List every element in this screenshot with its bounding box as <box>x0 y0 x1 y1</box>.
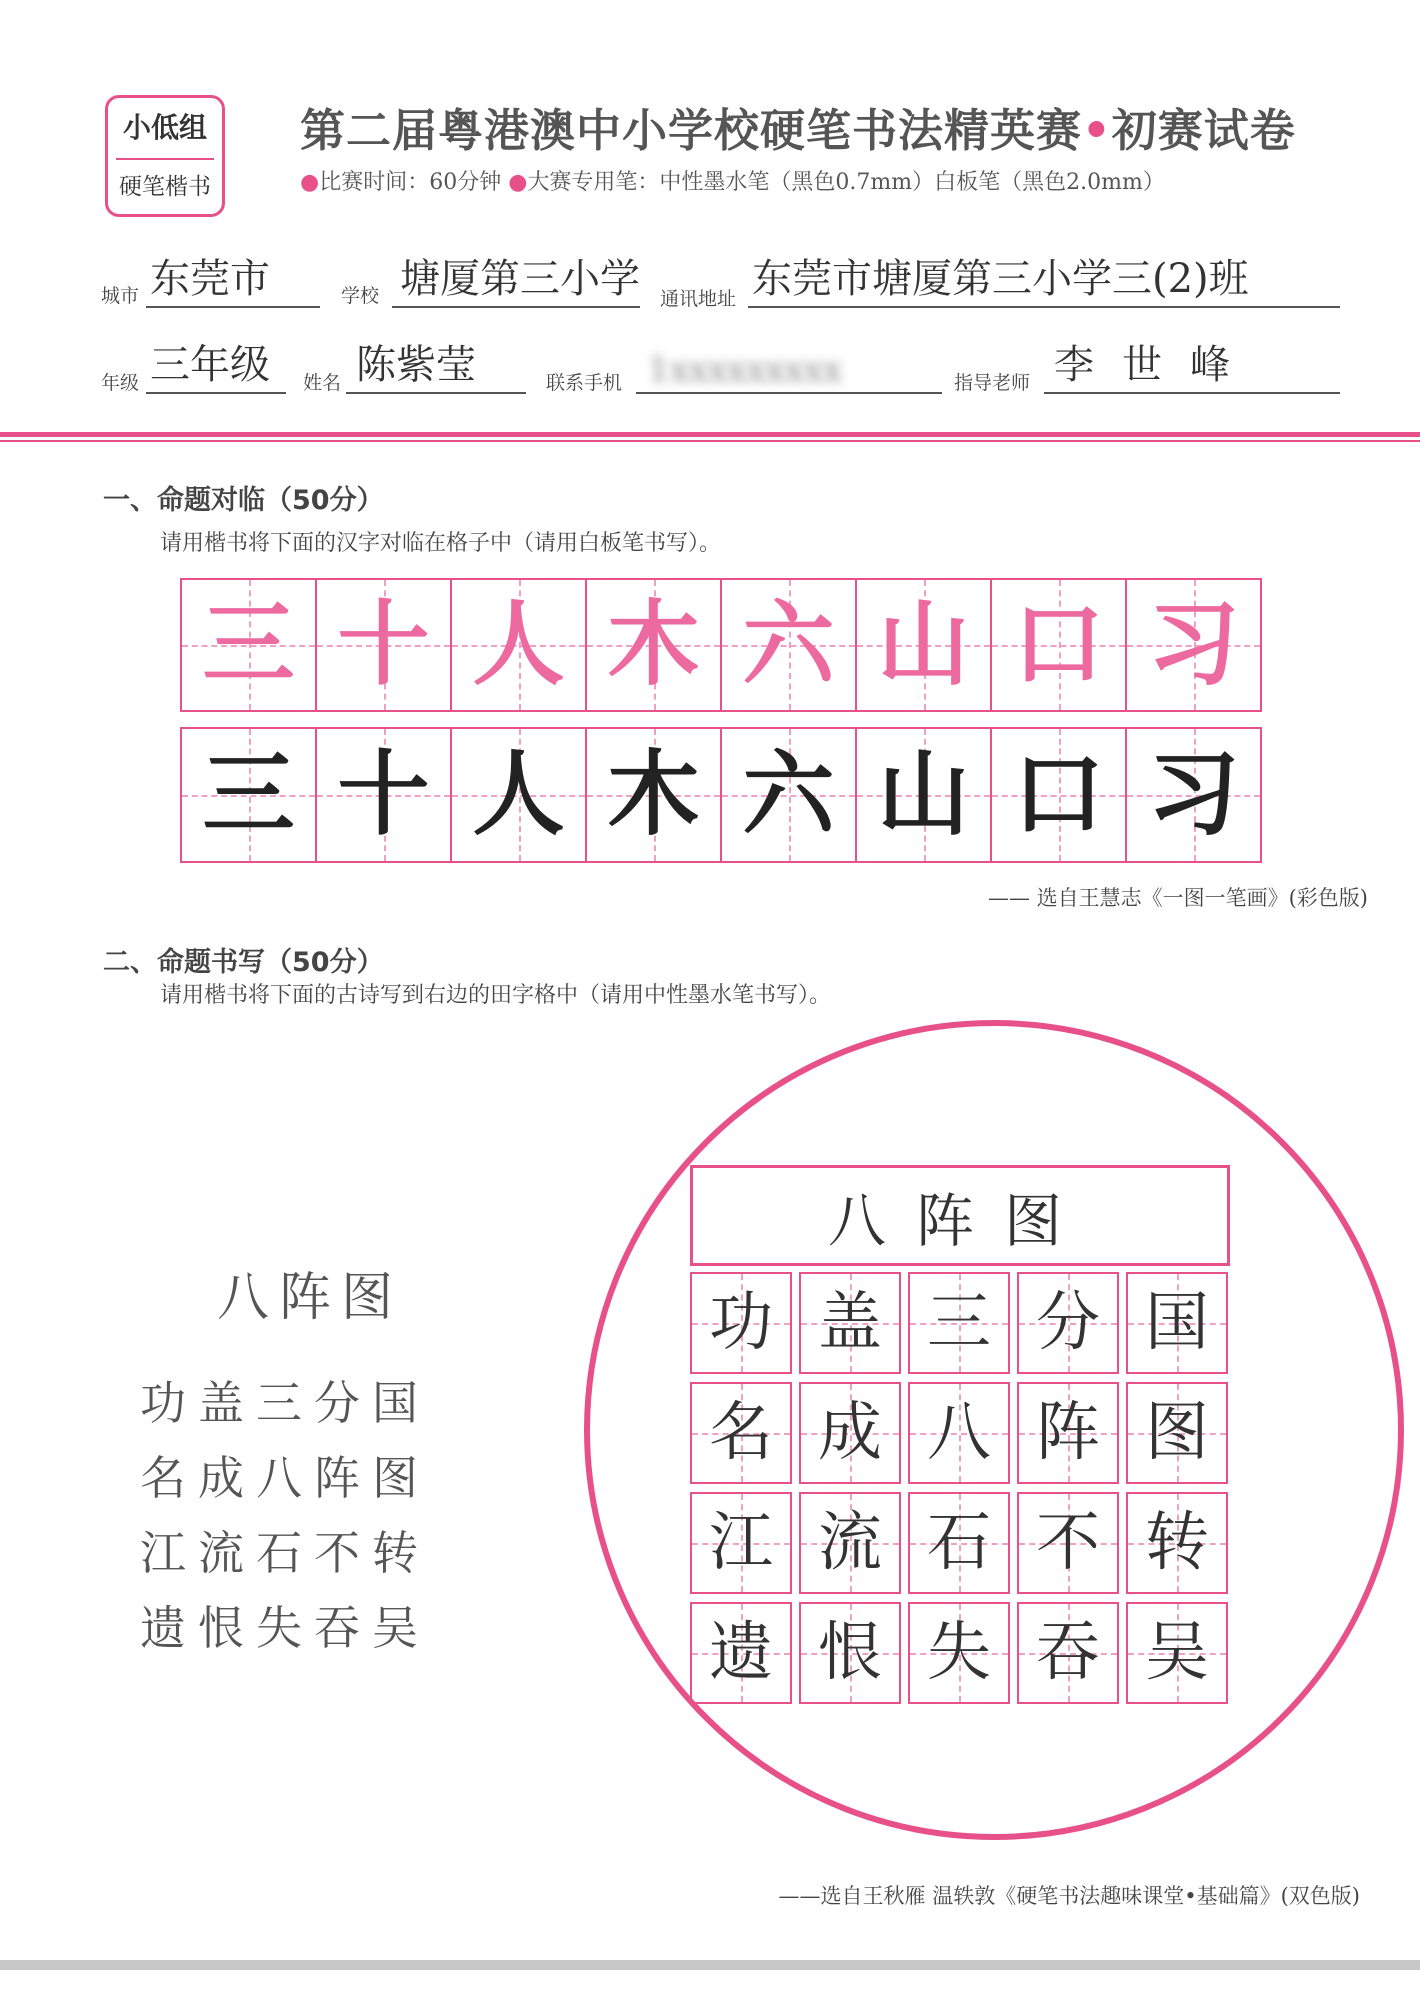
copy-cell[interactable] <box>1127 729 1260 861</box>
grid-char: 江 <box>709 1506 773 1580</box>
grid-cell[interactable] <box>908 1492 1010 1594</box>
grid-char: 分 <box>1036 1286 1100 1360</box>
badge-category: 硬笔楷书 <box>119 174 211 200</box>
model-cell <box>452 580 587 710</box>
grade-value: 三年级 <box>150 342 270 388</box>
source-poem <box>140 1255 480 1666</box>
poem-line: 功盖三分国 <box>140 1376 430 1430</box>
grid-cell[interactable] <box>1126 1382 1228 1484</box>
grade-label: 年级 <box>101 372 140 394</box>
model-cell <box>857 580 992 710</box>
model-char: 山 <box>877 591 970 698</box>
divider-line <box>0 432 1420 437</box>
grid-title: 八阵图 <box>827 1186 1092 1255</box>
grid-char: 图 <box>1145 1396 1209 1470</box>
grid-cell[interactable] <box>1017 1492 1119 1594</box>
grid-char: 盖 <box>818 1286 882 1360</box>
model-cell <box>722 580 857 710</box>
grid-char: 流 <box>818 1506 882 1580</box>
title-main: 第二届粤港澳中小学校硬笔书法精英赛 <box>300 104 1083 157</box>
poem-line: 遗恨失吞吴 <box>140 1601 430 1655</box>
section1-heading: 一、命题对临（50分） <box>103 485 384 516</box>
grid-cell[interactable] <box>799 1602 901 1704</box>
school-field[interactable] <box>392 256 640 308</box>
group-badge <box>105 95 225 217</box>
grid-char: 吴 <box>1145 1616 1209 1690</box>
name-value: 陈紫莹 <box>356 342 476 388</box>
model-cell <box>587 580 722 710</box>
exam-time: 比赛时间：60分钟 <box>319 170 502 195</box>
copied-char: 六 <box>742 741 835 848</box>
grid-cell[interactable] <box>908 1272 1010 1374</box>
school-label: 学校 <box>341 285 380 307</box>
teacher-value: 李世峰 <box>1054 342 1258 388</box>
grid-cell[interactable] <box>799 1272 901 1374</box>
grid-char: 转 <box>1145 1506 1209 1580</box>
name-label: 姓名 <box>303 372 342 394</box>
copied-char: 口 <box>1012 741 1105 848</box>
section2-instruction: 请用楷书将下面的古诗写到右边的田字格中（请用中性墨水笔书写）。 <box>160 983 832 1008</box>
copy-cell[interactable] <box>317 729 452 861</box>
title-suffix: 初赛试卷 <box>1111 104 1296 157</box>
copied-char: 十 <box>337 741 430 848</box>
page-title <box>300 94 1296 159</box>
poem-title: 八阵图 <box>216 1268 403 1328</box>
poem-line: 江流石不转 <box>140 1526 430 1580</box>
grid-cell[interactable] <box>908 1602 1010 1704</box>
copied-char: 人 <box>472 741 565 848</box>
grid-title-box[interactable] <box>690 1165 1230 1266</box>
name-field[interactable] <box>346 342 526 394</box>
model-char: 十 <box>337 591 430 698</box>
model-char: 习 <box>1147 591 1240 698</box>
grid-cell[interactable] <box>799 1382 901 1484</box>
model-cell <box>992 580 1127 710</box>
grid-cell[interactable] <box>690 1602 792 1704</box>
city-label: 城市 <box>101 285 140 307</box>
model-char: 六 <box>742 591 835 698</box>
bullet-icon: ● <box>508 170 528 195</box>
grid-cell[interactable] <box>1126 1602 1228 1704</box>
grid-cell[interactable] <box>690 1492 792 1594</box>
grid-cell[interactable] <box>1017 1602 1119 1704</box>
grid-char: 三 <box>927 1286 991 1360</box>
grid-char: 遗 <box>709 1616 773 1690</box>
section1-instruction: 请用楷书将下面的汉字对临在格子中（请用白板笔书写）。 <box>160 531 722 556</box>
exam-pens: 大赛专用笔：中性墨水笔（黑色0.7mm）白板笔（黑色2.0mm） <box>527 170 1165 195</box>
grid-cell[interactable] <box>1017 1272 1119 1374</box>
badge-group: 小低组 <box>122 111 207 144</box>
grid-char: 恨 <box>818 1616 882 1690</box>
model-char: 三 <box>202 591 295 698</box>
copy-cell[interactable] <box>182 729 317 861</box>
grid-cell[interactable] <box>1017 1382 1119 1484</box>
grid-char: 失 <box>927 1616 991 1690</box>
tianzige-grid[interactable] <box>690 1272 1230 1704</box>
grid-char: 不 <box>1036 1506 1100 1580</box>
phone-label: 联系手机 <box>546 372 623 394</box>
model-cell <box>1127 580 1260 710</box>
model-char: 木 <box>607 591 700 698</box>
grid-char: 国 <box>1145 1286 1209 1360</box>
address-value: 东莞市塘厦第三小学三(2)班 <box>752 256 1249 302</box>
grid-cell[interactable] <box>1126 1272 1228 1374</box>
grid-char: 阵 <box>1036 1396 1100 1470</box>
grid-cell[interactable] <box>908 1382 1010 1484</box>
address-label: 通讯地址 <box>660 288 737 310</box>
school-value: 塘厦第三小学 <box>400 256 640 302</box>
poem-line: 名成八阵图 <box>140 1451 430 1505</box>
grid-char: 石 <box>927 1506 991 1580</box>
grid-char: 八 <box>927 1396 991 1470</box>
bullet-icon: ● <box>300 170 320 195</box>
model-char-row <box>180 578 1262 712</box>
city-field[interactable] <box>146 256 320 308</box>
grid-char: 吞 <box>1036 1616 1100 1690</box>
copied-char: 山 <box>877 741 970 848</box>
model-char: 口 <box>1012 591 1105 698</box>
copied-char: 三 <box>202 741 295 848</box>
section2-heading: 二、命题书写（50分） <box>103 947 384 978</box>
grid-char: 功 <box>709 1286 773 1360</box>
model-char: 人 <box>472 591 565 698</box>
grid-cell[interactable] <box>799 1492 901 1594</box>
teacher-label: 指导老师 <box>954 372 1031 394</box>
grid-char: 名 <box>709 1396 773 1470</box>
copy-char-row[interactable] <box>180 727 1262 863</box>
phone-value-blurred: 1xxxxxxxxx <box>648 350 843 390</box>
scan-edge-bar <box>0 1960 1420 1970</box>
exam-info <box>300 165 1165 196</box>
copy-cell[interactable] <box>857 729 992 861</box>
copy-cell[interactable] <box>992 729 1127 861</box>
section2-credit: ——选自王秋雁 温轶敦《硬笔书法趣味课堂•基础篇》(双色版) <box>778 1884 1360 1908</box>
address-field[interactable] <box>748 256 1340 308</box>
model-cell <box>317 580 452 710</box>
copy-cell[interactable] <box>452 729 587 861</box>
city-value: 东莞市 <box>150 256 270 302</box>
grid-cell[interactable] <box>690 1382 792 1484</box>
title-dot: • <box>1082 104 1112 157</box>
copied-char: 木 <box>607 741 700 848</box>
copy-cell[interactable] <box>587 729 722 861</box>
grid-cell[interactable] <box>1126 1492 1228 1594</box>
grid-cell[interactable] <box>690 1272 792 1374</box>
copy-cell[interactable] <box>722 729 857 861</box>
copied-char: 习 <box>1147 741 1240 848</box>
grade-field[interactable] <box>146 342 286 394</box>
grid-char: 成 <box>818 1396 882 1470</box>
divider-line <box>0 440 1420 442</box>
model-cell <box>182 580 317 710</box>
teacher-field[interactable] <box>1044 342 1340 394</box>
section1-credit: —— 选自王慧志《一图一笔画》(彩色版) <box>987 886 1368 910</box>
phone-field[interactable] <box>636 348 942 394</box>
